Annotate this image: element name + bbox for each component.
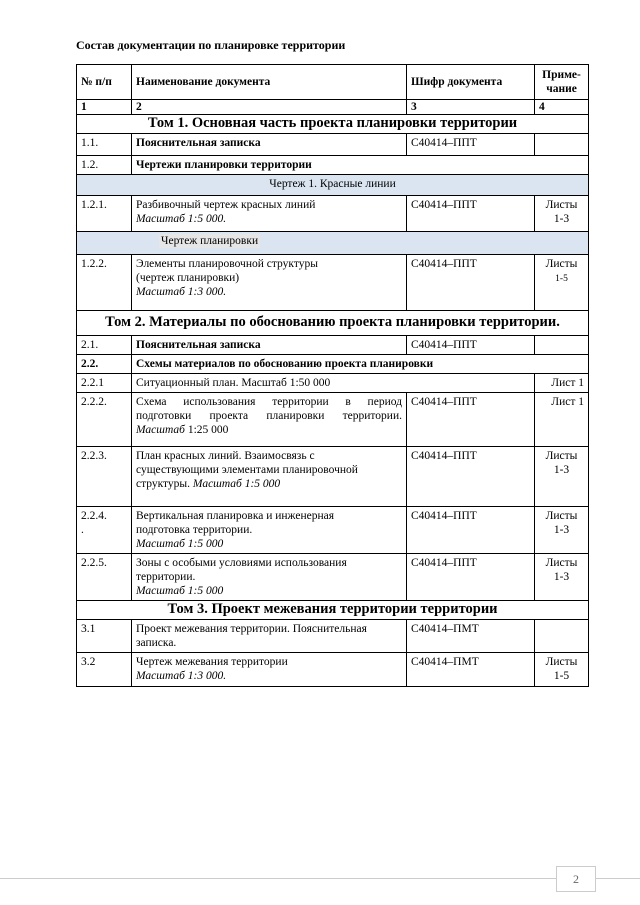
page-number: 2 [556, 866, 596, 892]
volume-2-heading: Том 2. Материалы по обоснованию проекта планировки территории. [77, 311, 589, 336]
table-row: 1.2.2. Элементы планировочной структуры (чертеж планировки) Масштаб 1:3 000. С40414–ППТ Листы 1-5 [77, 255, 589, 311]
header-code: Шифр документа [407, 65, 535, 100]
table-row: 2.2.2. Схема использования территории в период подготовки проекта планировки территории. Масштаб 1:25 000 С40414–ППТ Лист 1 [77, 393, 589, 447]
column-numbers-row: 1 2 3 4 [77, 100, 589, 115]
table-row: 1.1. Пояснительная записка С40414–ППТ [77, 134, 589, 156]
table-row: 2.2.4. . Вертикальная планировка и инженерная подготовка территории. Масштаб 1:5 000 С40414–ППТ Листы 1-3 [77, 507, 589, 554]
header-note: Приме- чание [535, 65, 589, 100]
header-num: № п/п [77, 65, 132, 100]
table-row: 2.2.3. План красных линий. Взаимосвязь с существующими элементами планировочной структуры. Масштаб 1:5 000 С40414–ППТ Листы 1-3 [77, 447, 589, 507]
table-row: 2.1. Пояснительная записка С40414–ППТ [77, 336, 589, 355]
table-row: 3.2 Чертеж межевания территории Масштаб 1:3 000. С40414–ПМТ Листы 1-5 [77, 653, 589, 687]
document-title: Состав документации по планировке территории [76, 38, 346, 52]
table-header-row [77, 65, 589, 100]
subsection-heading: Чертеж планировки [77, 232, 589, 255]
table-row: 2.2. Схемы материалов по обоснованию проекта планировки [77, 355, 589, 374]
table-row: 3.1 Проект межевания территории. Пояснительная записка. С40414–ПМТ [77, 620, 589, 653]
volume-3-heading: Том 3. Проект межевания территории территории [77, 601, 589, 620]
header-name: Наименование документа [132, 65, 407, 100]
subsection-heading: Чертеж 1. Красные линии [77, 175, 589, 196]
volume-1-heading: Том 1. Основная часть проекта планировки территории [77, 115, 589, 134]
table-row: 2.2.1 Ситуационный план. Масштаб 1:50 000 Лист 1 [77, 374, 589, 393]
table-row: 1.2.1. Разбивочный чертеж красных линий Масштаб 1:5 000. С40414–ППТ Листы 1-3 [77, 196, 589, 232]
table-row: 2.2.5. Зоны с особыми условиями использования территории. Масштаб 1:5 000 С40414–ППТ Листы 1-3 [77, 554, 589, 601]
footer-divider [0, 878, 640, 879]
table-row: 1.2. Чертежи планировки территории [77, 156, 589, 175]
documents-table [76, 64, 589, 687]
